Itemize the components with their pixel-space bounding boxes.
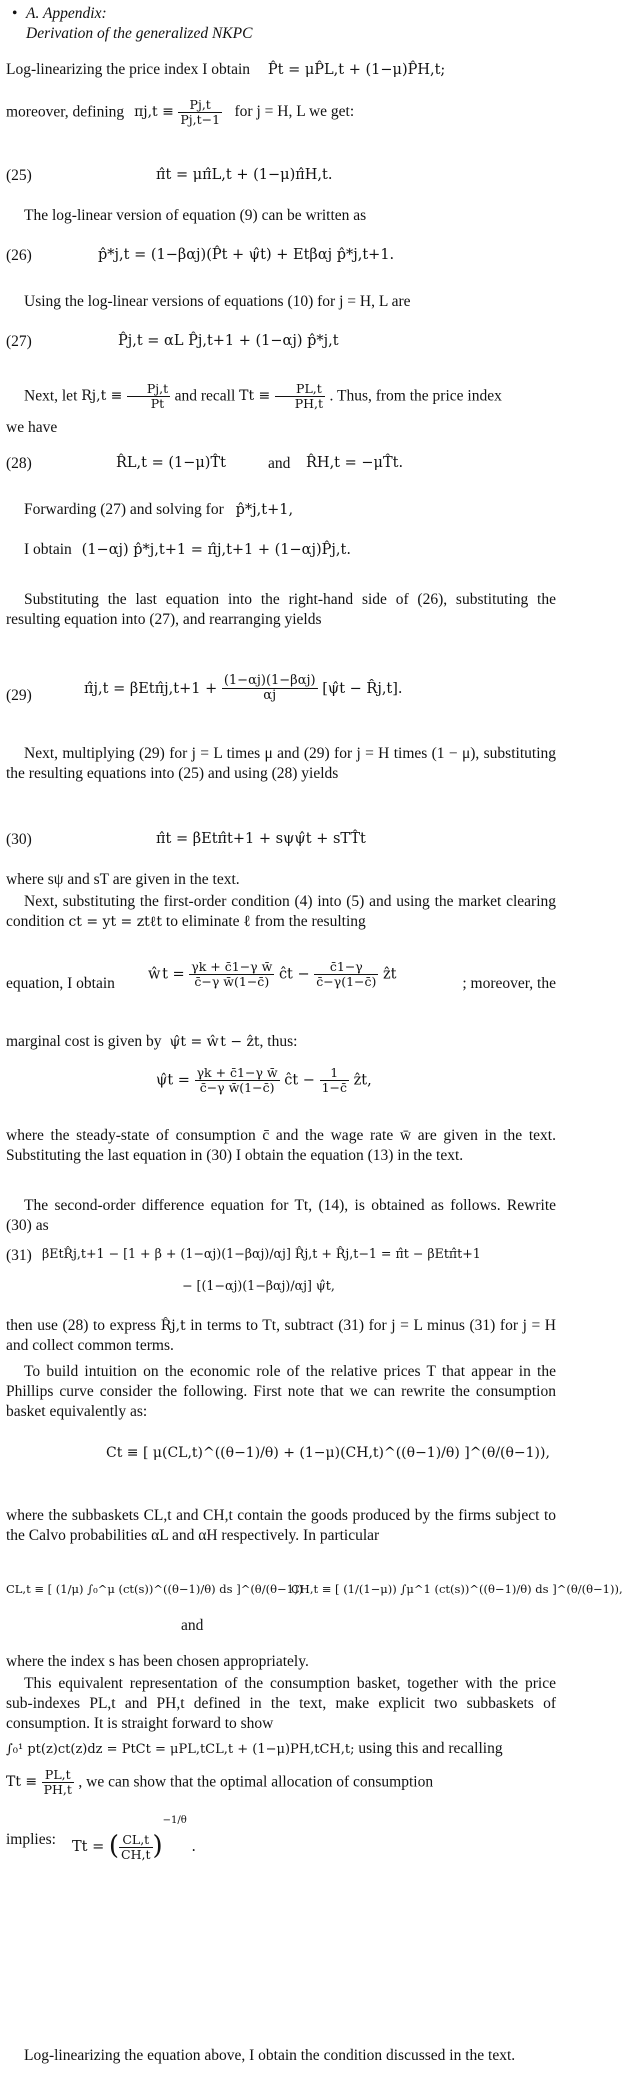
equation: π̂t = βEtπ̂t+1 + sψψ̂t + sTT̂t bbox=[156, 831, 366, 847]
equation-T-def bbox=[239, 381, 329, 411]
equation: P̂j,t = αL P̂j,t+1 + (1−αj) p̂*j,t bbox=[118, 333, 339, 349]
text: Tt ≡ bbox=[239, 388, 271, 405]
text: [ψ̂t − R̂j,t]. bbox=[322, 680, 403, 697]
paragraph-6 bbox=[6, 540, 556, 560]
equation: p̂*j,t = (1−βαj)(P̂t + ψ̂t) + Etβαj p̂*j,t+1. bbox=[98, 247, 395, 263]
text: Forwarding (27) and solving for bbox=[24, 501, 224, 518]
equation-consumption-basket bbox=[6, 1428, 556, 1488]
text: to eliminate ℓ from the resulting bbox=[165, 913, 366, 931]
text: PL,t bbox=[42, 1768, 74, 1783]
equation: Ct ≡ [ μ(CL,t)^((θ−1)/θ) + (1−μ)(CH,t)^((θ−1)/θ) ]^(θ/(θ−1)), bbox=[106, 1445, 550, 1461]
equation-26 bbox=[6, 240, 556, 274]
text: γk + c̄1−γ w̄ bbox=[191, 959, 273, 974]
fraction bbox=[314, 960, 378, 989]
text: Pj,t−1 bbox=[180, 111, 221, 127]
paragraph-18: where the index s has been chosen appropriately. bbox=[6, 1653, 309, 1670]
equation-T-def-2 bbox=[6, 1767, 78, 1797]
text: 1 bbox=[320, 1066, 349, 1081]
paragraph-4 bbox=[6, 382, 556, 411]
text: and recall bbox=[174, 387, 236, 405]
text: and bbox=[268, 455, 291, 472]
text: equation, I obtain bbox=[6, 975, 115, 992]
text: c̄1−γ bbox=[314, 960, 378, 975]
paragraph-2: The log-linear version of equation (9) can be written as bbox=[24, 207, 367, 224]
text: ĉt − bbox=[284, 1072, 315, 1089]
equation-final bbox=[72, 1814, 196, 1864]
appendix-heading bbox=[12, 4, 556, 24]
text: Tt = bbox=[72, 1839, 105, 1855]
text: πj,t ≡ bbox=[134, 104, 174, 121]
equation-number: (31) bbox=[6, 1247, 32, 1264]
fraction bbox=[178, 98, 222, 127]
paragraph-21 bbox=[6, 1814, 556, 1868]
text: PL,t bbox=[275, 382, 325, 397]
text: CH,t bbox=[121, 1846, 151, 1862]
paragraph-1 bbox=[6, 60, 556, 80]
text: ẑt bbox=[383, 966, 397, 983]
paragraph-17: where the subbaskets CL,t and CH,t contain the goods produced by the firms subject to the Calvo probabilities αL and αH respectively. In particular bbox=[6, 1507, 556, 1545]
text: CL,t bbox=[119, 1833, 152, 1848]
equation-30 bbox=[6, 824, 556, 858]
text: PH,t bbox=[43, 1781, 72, 1797]
equation-line2: − [(1−αj)(1−βαj)/αj] ψ̂t, bbox=[182, 1278, 335, 1293]
equation-27 bbox=[6, 326, 556, 360]
paragraph-1-line2 bbox=[6, 98, 556, 127]
paren-open: ( bbox=[108, 1831, 120, 1862]
text: Tt ≡ bbox=[6, 1774, 38, 1791]
text: ŵt = bbox=[148, 966, 185, 983]
text: Pj,t bbox=[127, 382, 170, 397]
text: then use (28) to express bbox=[6, 1317, 157, 1334]
text: Log-linearizing the price index I obtain bbox=[6, 61, 251, 78]
text: Rj,t ≡ bbox=[81, 388, 123, 405]
fraction bbox=[275, 382, 325, 411]
equation-number: (25) bbox=[6, 167, 32, 184]
equation: R̂L,t = (1−μ)T̂t bbox=[116, 455, 226, 471]
paragraph-9: where sψ and sT are given in the text. bbox=[6, 871, 240, 888]
equation: p̂*j,t+1, bbox=[235, 502, 294, 518]
text: moreover, defining bbox=[6, 103, 125, 121]
text: I obtain bbox=[24, 541, 72, 558]
fraction bbox=[42, 1768, 74, 1797]
paragraph-5 bbox=[6, 500, 556, 520]
text: , thus: bbox=[259, 1033, 298, 1050]
equation: ct = yt = ztℓt bbox=[68, 914, 163, 931]
equation-subbaskets bbox=[6, 1568, 623, 1638]
equation: R̂j,t bbox=[160, 1318, 186, 1334]
equation-28 bbox=[6, 448, 556, 482]
text: γk + c̄1−γ w̄ bbox=[196, 1065, 278, 1080]
paragraph-8: Next, multiplying (29) for j = L times μ and (29) for j = H times (1 − μ), substituting the resulting equations into (25) and using (28) yields bbox=[6, 745, 556, 783]
text: 1−c̄ bbox=[321, 1079, 347, 1095]
text: , we can show that the optimal allocation of consumption bbox=[78, 1773, 434, 1791]
text: c̄−γ(1−c̄) bbox=[316, 973, 377, 989]
text: marginal cost is given by bbox=[6, 1033, 162, 1050]
exponent: −1/θ bbox=[162, 1815, 187, 1826]
text: using this and recalling bbox=[358, 1740, 503, 1757]
paragraph-12 bbox=[6, 1032, 556, 1052]
appendix-subtitle: Derivation of the generalized NKPC bbox=[26, 25, 253, 42]
text: in terms to Tt, subtract (31) for j = L minus (31) for j = H and collect common terms. bbox=[6, 1317, 556, 1355]
text: Next, substituting the first-order condition (4) into (5) and using the market clearing condition bbox=[6, 893, 556, 931]
paragraph-14: The second-order difference equation for Tt, (14), is obtained as follows. Rewrite (30) as bbox=[6, 1197, 556, 1235]
fraction bbox=[127, 382, 170, 411]
equation-wage bbox=[148, 960, 396, 989]
paragraph-19-eq bbox=[6, 1739, 556, 1759]
equation-25 bbox=[6, 160, 556, 194]
equation-pi-def bbox=[134, 97, 226, 127]
paragraph-16: To build intuition on the economic role of the relative prices T that appear in the Phillips curve consider the following. First note that we can rewrite the consumption basket equivalently as: bbox=[6, 1363, 556, 1421]
bullet-icon: • bbox=[12, 5, 18, 22]
paragraph-20 bbox=[6, 1768, 556, 1797]
paragraph-15 bbox=[6, 1316, 556, 1356]
text: ẑt, bbox=[353, 1072, 372, 1089]
paren-close: ) bbox=[152, 1831, 163, 1862]
text: PH,t bbox=[294, 395, 324, 411]
text: for j = H, L we get: bbox=[234, 103, 355, 121]
appendix-title: A. Appendix: bbox=[26, 5, 107, 22]
equation-31 bbox=[6, 1242, 556, 1306]
fraction bbox=[320, 1066, 349, 1095]
equation bbox=[156, 1066, 372, 1095]
fraction bbox=[189, 960, 274, 989]
equation-psi bbox=[6, 1064, 556, 1118]
paragraph-3: Using the log-linear versions of equations (10) for j = H, L are bbox=[24, 293, 411, 310]
text: ψ̂t = bbox=[156, 1072, 190, 1089]
text: ; moreover, the bbox=[462, 975, 556, 992]
paragraph-19: This equivalent representation of the consumption basket, together with the price sub-indexes PL,t and PH,t defined in the text, make explicit two subbaskets of consumption. It is straight forward to show bbox=[6, 1675, 556, 1733]
equation: (1−αj) p̂*j,t+1 = π̂j,t+1 + (1−αj)P̂j,t. bbox=[81, 542, 351, 558]
equation-CL: CL,t ≡ [ (1/μ) ∫₀^μ (ct(s))^((θ−1)/θ) ds ]^(θ/(θ−1)) bbox=[6, 1582, 303, 1596]
text: (1−αj)(1−βαj) bbox=[223, 673, 316, 688]
equation-number: (28) bbox=[6, 455, 32, 472]
equation-R-def bbox=[81, 381, 174, 411]
equation-line1: βEtR̂j,t+1 − [1 + β + (1−αj)(1−βαj)/αj] R̂j,t + R̂j,t−1 = π̂t − βEtπ̂t+1 bbox=[42, 1246, 481, 1261]
equation-number: (30) bbox=[6, 831, 32, 848]
equation: ∫₀¹ pt(z)ct(z)dz = PtCt = μPL,tCL,t + (1−μ)PH,tCH,t; bbox=[6, 1742, 355, 1757]
text: Pj,t bbox=[178, 98, 222, 113]
text: Pt bbox=[150, 395, 165, 411]
paragraph-13: where the steady-state of consumption c̄ and the wage rate w̄ are given in the text. Substituting the last equation in (30) I obtain the equation (13) in the text. bbox=[6, 1127, 556, 1165]
paragraph-7: Substituting the last equation into the right-hand side of (26), substituting the resulting equation into (27), and rearranging yields bbox=[6, 591, 556, 629]
equation-number: (26) bbox=[6, 247, 32, 264]
equation-CH: CH,t ≡ [ (1/(1−μ)) ∫μ^1 (ct(s))^((θ−1)/θ) ds ]^(θ/(θ−1)), bbox=[291, 1582, 623, 1596]
equation: ψ̂t = ŵt − ẑt bbox=[169, 1034, 260, 1050]
text: c̄−γ w̄(1−c̄) bbox=[199, 1079, 275, 1095]
text: αj bbox=[263, 688, 277, 704]
equation-number: (27) bbox=[6, 333, 32, 350]
text: ĉt − bbox=[278, 966, 310, 983]
equation-price-index: P̂t = μP̂L,t + (1−μ)P̂H,t; bbox=[267, 62, 446, 78]
fraction bbox=[195, 1066, 280, 1095]
equation-number: (29) bbox=[6, 687, 32, 704]
text: . bbox=[191, 1839, 197, 1855]
equation: π̂t = μπ̂L,t + (1−μ)π̂H,t. bbox=[156, 167, 333, 183]
equation-29 bbox=[6, 672, 556, 722]
equation: R̂H,t = −μT̂t. bbox=[306, 455, 404, 471]
text: implies: bbox=[6, 1831, 56, 1848]
text: Next, let bbox=[24, 387, 78, 405]
paragraph-11 bbox=[6, 960, 556, 1008]
text: c̄−γ w̄(1−c̄) bbox=[194, 973, 270, 989]
equation bbox=[84, 674, 403, 704]
text: . Thus, from the price index bbox=[329, 387, 502, 405]
fraction bbox=[222, 674, 318, 704]
paragraph-10 bbox=[6, 892, 556, 932]
text: and bbox=[181, 1617, 204, 1634]
paragraph-22: Log-linearizing the equation above, I obtain the condition discussed in the text. bbox=[24, 2047, 516, 2064]
text: π̂j,t = βEtπ̂j,t+1 + bbox=[84, 680, 218, 697]
paragraph-4-line2: we have bbox=[6, 419, 58, 436]
fraction bbox=[119, 1833, 152, 1862]
